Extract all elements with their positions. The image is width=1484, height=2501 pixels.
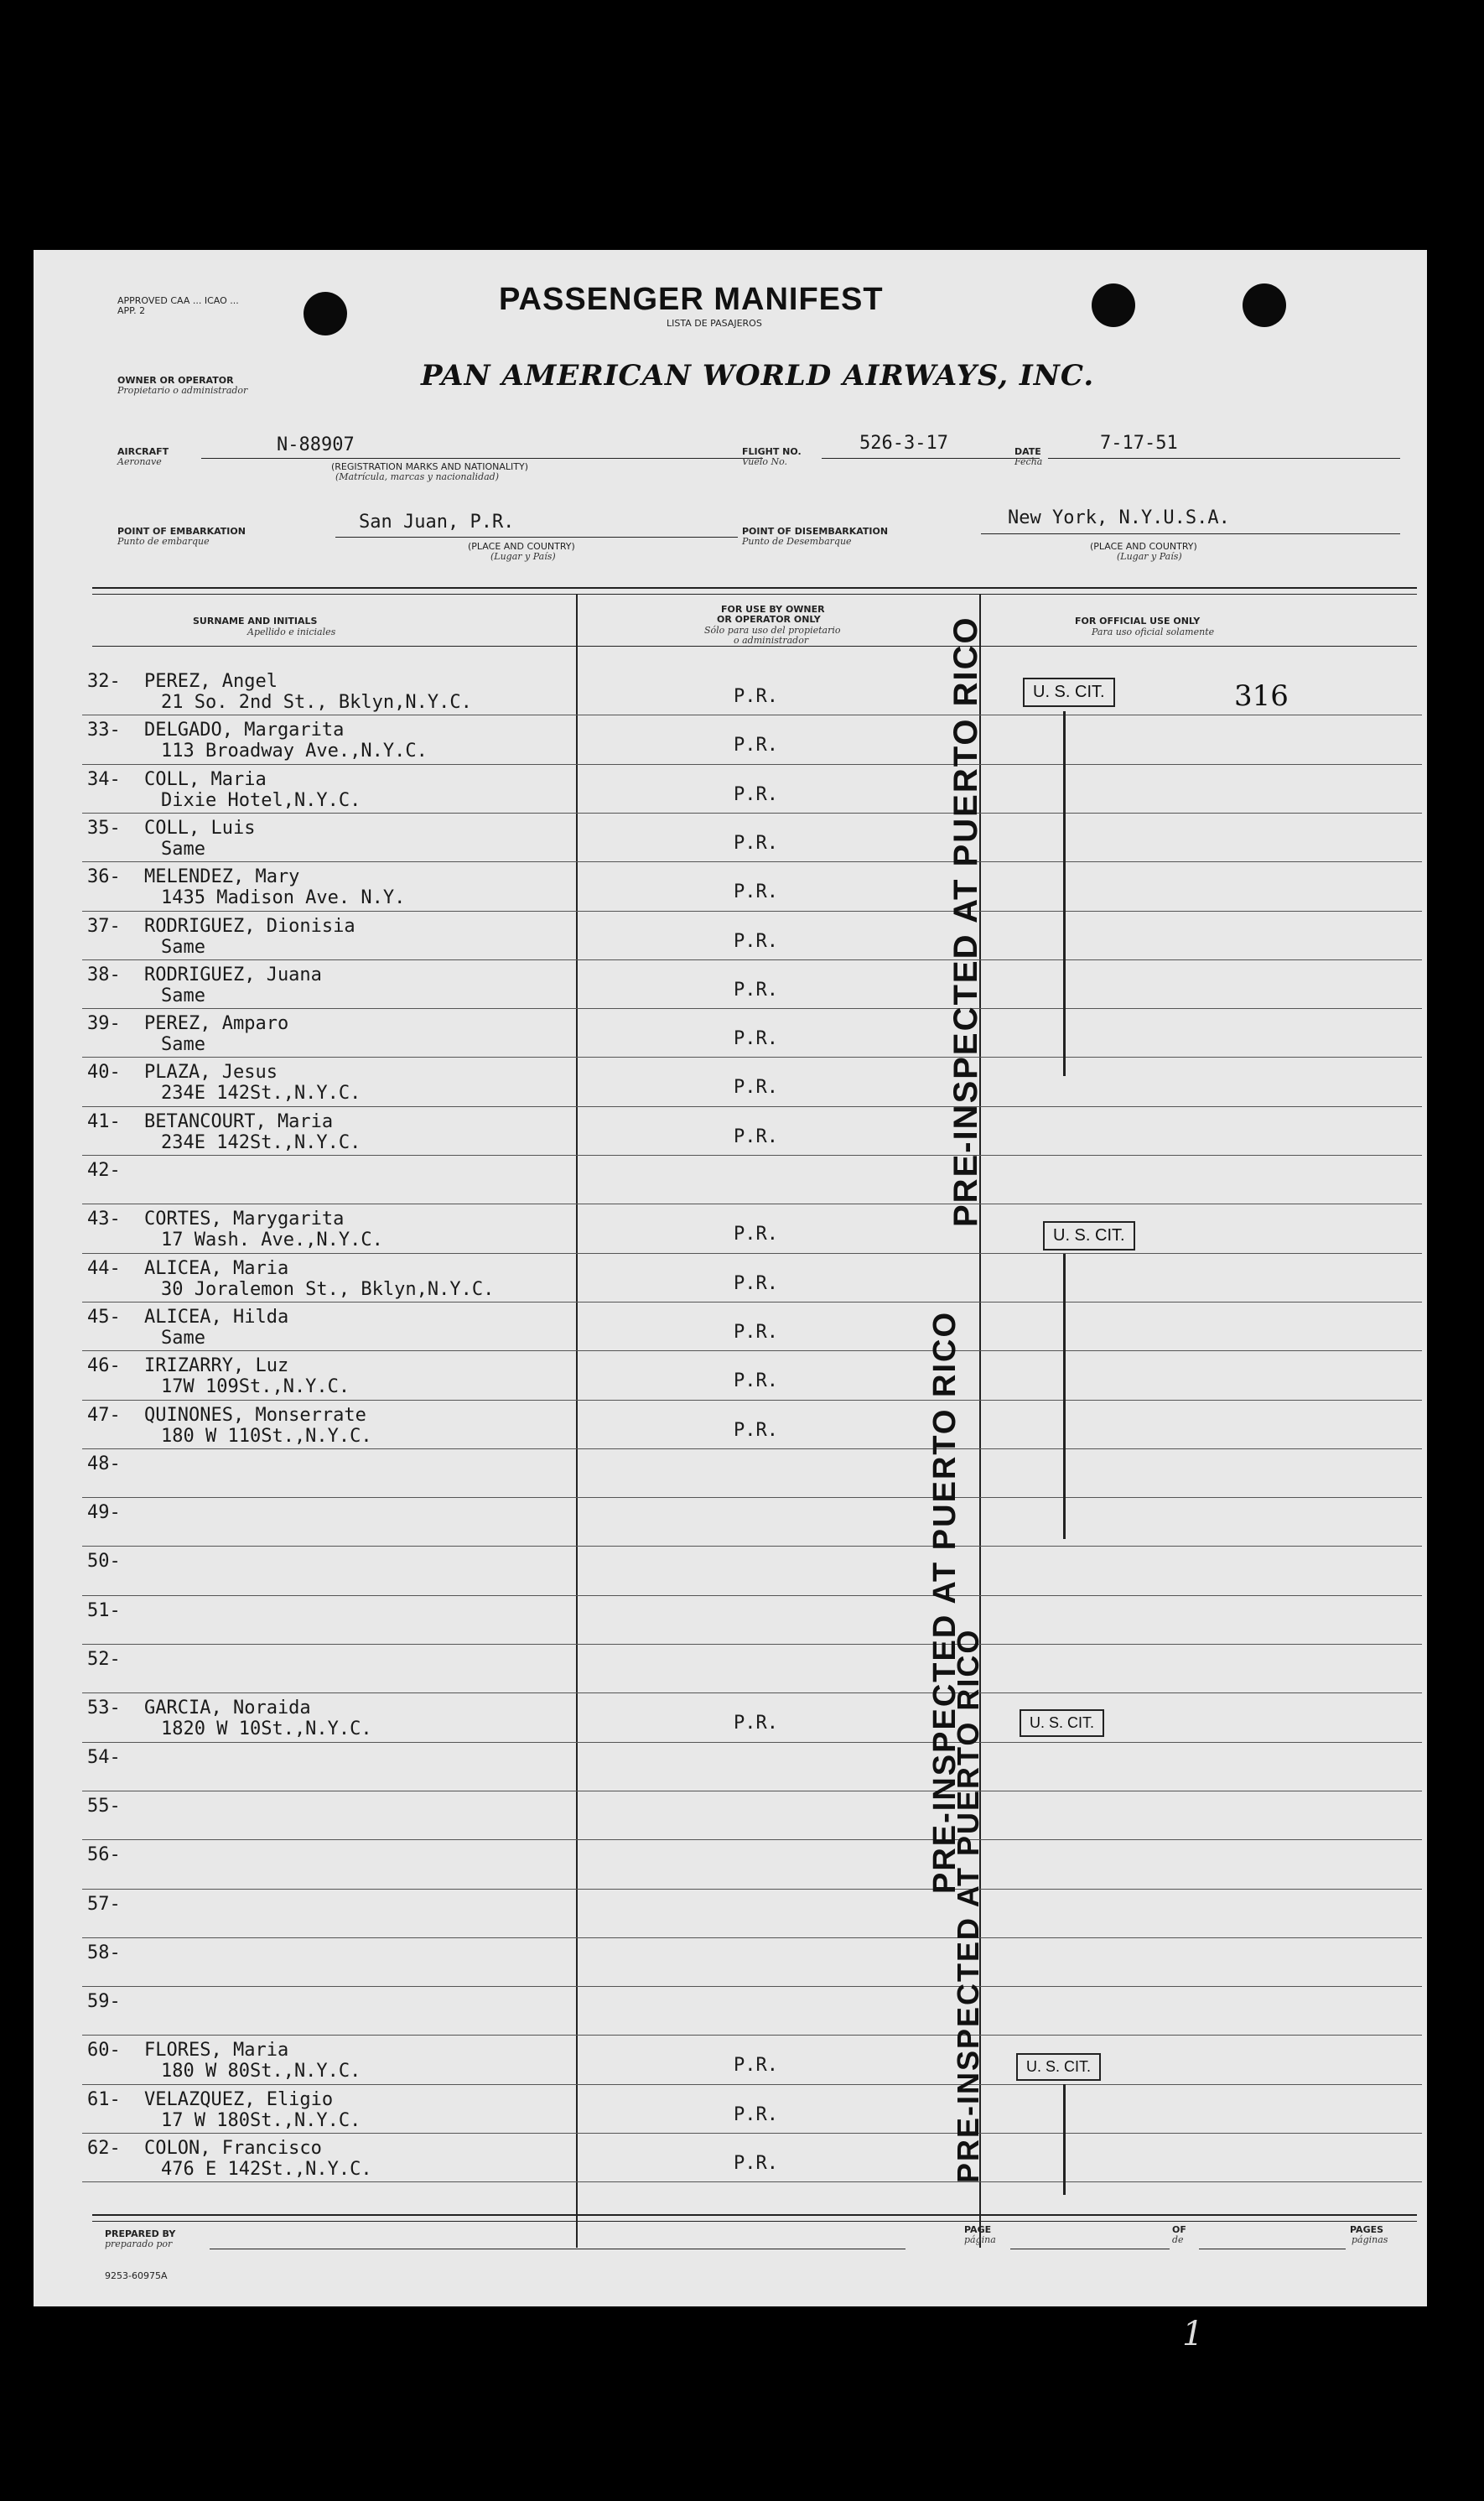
passenger-name: MELENDEZ, Mary [144, 866, 300, 888]
aircraft-sub-es: (Matrícula, marcas y nacionalidad) [335, 471, 499, 482]
row-rule [82, 1057, 1422, 1058]
airline-name: PAN AMERICAN WORLD AIRWAYS, INC. [421, 359, 1095, 393]
row-rule [82, 1937, 1422, 1938]
row-rule [82, 1986, 1422, 1987]
row-number: 38- [87, 964, 121, 985]
of-label-es: de [1172, 2234, 1184, 2245]
embark-place-sub-es: (Lugar y País) [490, 551, 556, 562]
passenger-address: Dixie Hotel,N.Y.C. [161, 789, 361, 811]
operator-note: P.R. [734, 979, 778, 1001]
row-rule [82, 1400, 1422, 1401]
passenger-name: CORTES, Marygarita [144, 1209, 345, 1230]
row-number: 56- [87, 1844, 121, 1866]
disembark-place-sub: (PLACE AND COUNTRY) [1090, 541, 1197, 552]
passenger-name: COLON, Francisco [144, 2138, 322, 2159]
passenger-name: IRIZARRY, Luz [144, 1355, 289, 1377]
passenger-name: DELGADO, Margarita [144, 720, 345, 741]
operator-note: P.R. [734, 1419, 778, 1441]
row-number: 41- [87, 1110, 121, 1132]
row-number: 36- [87, 866, 121, 888]
row-rule [82, 1106, 1422, 1107]
of-label: OF [1172, 2224, 1186, 2235]
row-number: 50- [87, 1551, 121, 1573]
form-code: 9253-60975A [105, 2270, 168, 2281]
punch-hole [1243, 283, 1286, 327]
flight-value: 526-3-17 [859, 433, 948, 454]
passenger-name: RODRIGUEZ, Juana [144, 964, 322, 985]
form-reference: APPROVED CAA ... ICAO ... APP. 2 [117, 295, 239, 316]
preinspected-stamp: PRE-INSPECTED AT PUERTO RICO [951, 1628, 985, 2183]
disembark-label-es: Punto de Desembarque [742, 536, 852, 547]
date-value: 7-17-51 [1100, 433, 1178, 454]
row-rule [82, 1497, 1422, 1498]
passenger-name: QUINONES, Monserrate [144, 1404, 366, 1426]
row-number: 46- [87, 1355, 121, 1377]
operator-note: P.R. [734, 832, 778, 854]
passenger-name: ALICEA, Maria [144, 1257, 289, 1279]
operator-note: P.R. [734, 1321, 778, 1343]
row-rule [82, 2133, 1422, 2134]
punch-hole [304, 292, 347, 335]
row-rule [82, 1889, 1422, 1890]
passenger-address: 180 W 80St.,N.Y.C. [161, 2061, 361, 2082]
date-label-es: Fecha [1014, 456, 1043, 467]
disembark-value: New York, N.Y.U.S.A. [1008, 507, 1230, 528]
disembark-label: POINT OF DISEMBARKATION [742, 526, 889, 537]
embark-value: San Juan, P.R. [359, 512, 515, 533]
passenger-address: 234E 142St.,N.Y.C. [161, 1131, 361, 1153]
row-number: 61- [87, 2088, 121, 2110]
row-number: 52- [87, 1649, 121, 1670]
operator-note: P.R. [734, 1028, 778, 1050]
corner-mark: 1 [1182, 2315, 1204, 2353]
operator-note: P.R. [734, 1126, 778, 1147]
column-divider [576, 594, 578, 2248]
row-rule [82, 1253, 1422, 1254]
row-rule [82, 861, 1422, 862]
row-number: 58- [87, 1942, 121, 1963]
aircraft-label: AIRCRAFT [117, 446, 169, 457]
row-number: 57- [87, 1893, 121, 1915]
manifest-sheet [34, 250, 1427, 2306]
col-owner-header-es-2: o administrador [734, 635, 809, 646]
page-label: PAGE [964, 2224, 992, 2235]
row-number: 45- [87, 1306, 121, 1328]
passenger-address: 17W 109St.,N.Y.C. [161, 1376, 350, 1398]
row-number: 33- [87, 720, 121, 741]
row-number: 54- [87, 1746, 121, 1768]
row-number: 42- [87, 1160, 121, 1181]
row-number: 32- [87, 671, 121, 692]
bracket-line [1063, 1254, 1066, 1539]
passenger-address: 1435 Madison Ave. N.Y. [161, 887, 406, 909]
passenger-name: PEREZ, Angel [144, 671, 278, 692]
passenger-address: 21 So. 2nd St., Bklyn,N.Y.C. [161, 692, 472, 713]
passenger-address: 113 Broadway Ave.,N.Y.C. [161, 741, 428, 762]
owner-label: OWNER OR OPERATOR [117, 375, 234, 386]
row-rule [82, 1448, 1422, 1449]
aircraft-sub: (REGISTRATION MARKS AND NATIONALITY) [331, 461, 529, 472]
page-title: PASSENGER MANIFEST [499, 282, 884, 317]
row-number: 62- [87, 2138, 121, 2159]
row-rule [82, 1595, 1422, 1596]
operator-note: P.R. [734, 686, 778, 707]
row-number: 44- [87, 1257, 121, 1279]
us-citizen-stamp: U. S. CIT. [1020, 1709, 1104, 1737]
operator-note: P.R. [734, 1077, 778, 1099]
passenger-name: ALICEA, Hilda [144, 1306, 289, 1328]
row-number: 35- [87, 817, 121, 839]
col-official-header: FOR OFFICIAL USE ONLY [1075, 616, 1201, 627]
aircraft-label-es: Aeronave [117, 456, 162, 467]
row-rule [82, 1839, 1422, 1840]
passenger-name: COLL, Luis [144, 817, 256, 839]
row-rule [82, 1742, 1422, 1743]
operator-note: P.R. [734, 1272, 778, 1294]
row-number: 47- [87, 1404, 121, 1426]
page-title-es: LISTA DE PASAJEROS [667, 318, 762, 329]
operator-note: P.R. [734, 783, 778, 805]
embark-place-sub: (PLACE AND COUNTRY) [468, 541, 575, 552]
row-rule [82, 1008, 1422, 1009]
row-number: 59- [87, 1991, 121, 2013]
date-label: DATE [1014, 446, 1041, 457]
row-number: 39- [87, 1013, 121, 1035]
flight-label: FLIGHT NO. [742, 446, 802, 457]
passenger-name: RODRIGUEZ, Dionisia [144, 915, 355, 937]
preinspected-stamp: PRE-INSPECTED AT PUERTO RICO [927, 1310, 963, 1894]
row-number: 37- [87, 915, 121, 937]
passenger-address: 476 E 142St.,N.Y.C. [161, 2159, 372, 2180]
col-owner-header-2: OR OPERATOR ONLY [717, 614, 821, 625]
col-owner-header: FOR USE BY OWNER [721, 604, 825, 615]
passenger-address: Same [161, 985, 205, 1006]
row-number: 55- [87, 1795, 121, 1817]
row-number: 48- [87, 1453, 121, 1474]
row-number: 51- [87, 1599, 121, 1621]
passenger-address: 17 W 180St.,N.Y.C. [161, 2109, 361, 2131]
row-rule [82, 1155, 1422, 1156]
passenger-address: 234E 142St.,N.Y.C. [161, 1083, 361, 1105]
row-rule [82, 2035, 1422, 2036]
row-rule [82, 1644, 1422, 1645]
passenger-address: Same [161, 936, 205, 958]
passenger-address: Same [161, 838, 205, 860]
embark-label: POINT OF EMBARKATION [117, 526, 246, 537]
row-rule [82, 1546, 1422, 1547]
row-rule [82, 1350, 1422, 1351]
row-rule [82, 959, 1422, 960]
passenger-name: FLORES, Maria [144, 2040, 289, 2062]
row-rule [82, 911, 1422, 912]
row-rule [82, 2084, 1422, 2085]
col-surname-header: SURNAME AND INITIALS [193, 616, 318, 627]
us-citizen-stamp: U. S. CIT. [1016, 2053, 1101, 2081]
row-number: 53- [87, 1698, 121, 1719]
row-rule [82, 764, 1422, 765]
operator-note: P.R. [734, 735, 778, 757]
row-number: 40- [87, 1062, 121, 1084]
operator-note: P.R. [734, 1713, 778, 1734]
row-rule [82, 2181, 1422, 2182]
passenger-address: 30 Joralemon St., Bklyn,N.Y.C. [161, 1278, 495, 1300]
us-citizen-stamp: U. S. CIT. [1023, 678, 1115, 707]
col-official-header-es: Para uso oficial solamente [1092, 627, 1215, 637]
passenger-address: 17 Wash. Ave.,N.Y.C. [161, 1230, 383, 1251]
passenger-address: 1820 W 10St.,N.Y.C. [161, 1718, 372, 1740]
row-number: 34- [87, 768, 121, 790]
row-number: 49- [87, 1502, 121, 1524]
punch-hole [1092, 283, 1135, 327]
flight-label-es: Vuelo No. [742, 456, 788, 467]
passenger-name: VELAZQUEZ, Eligio [144, 2088, 334, 2110]
page-label-es: página [964, 2234, 996, 2245]
pages-label-es: páginas [1352, 2234, 1388, 2245]
operator-note: P.R. [734, 930, 778, 952]
passenger-name: PLAZA, Jesus [144, 1062, 278, 1084]
us-citizen-stamp: U. S. CIT. [1043, 1221, 1135, 1250]
operator-note: P.R. [734, 1370, 778, 1392]
row-number: 43- [87, 1209, 121, 1230]
col-owner-header-es: Sólo para uso del propietario [704, 625, 841, 636]
operator-note: P.R. [734, 881, 778, 903]
aircraft-value: N-88907 [277, 434, 355, 455]
passenger-name: COLL, Maria [144, 768, 267, 790]
row-number: 60- [87, 2040, 121, 2062]
embark-label-es: Punto de embarque [117, 536, 210, 547]
row-rule [82, 813, 1422, 814]
bracket-line [1063, 2084, 1066, 2195]
col-surname-header-es: Apellido e iniciales [247, 627, 336, 637]
operator-note: P.R. [734, 2103, 778, 2125]
owner-label-es: Propietario o administrador [117, 385, 248, 396]
disembark-place-sub-es: (Lugar y País) [1117, 551, 1182, 562]
passenger-name: PEREZ, Amparo [144, 1013, 289, 1035]
operator-note: P.R. [734, 1224, 778, 1245]
preinspected-stamp: PRE-INSPECTED AT PUERTO RICO [947, 616, 984, 1227]
passenger-address: Same [161, 1327, 205, 1349]
bracket-line [1063, 711, 1066, 1076]
prepared-label-es: preparado por [105, 2238, 173, 2249]
passenger-name: BETANCOURT, Maria [144, 1110, 334, 1132]
operator-note: P.R. [734, 2153, 778, 2174]
passenger-address: 180 W 110St.,N.Y.C. [161, 1425, 372, 1447]
operator-note: P.R. [734, 2055, 778, 2077]
pages-label: PAGES [1350, 2224, 1384, 2235]
passenger-address: Same [161, 1034, 205, 1056]
manifest-number: 316 [1234, 679, 1289, 713]
row-rule [82, 1692, 1422, 1693]
prepared-label: PREPARED BY [105, 2228, 176, 2239]
passenger-name: GARCIA, Noraida [144, 1698, 311, 1719]
